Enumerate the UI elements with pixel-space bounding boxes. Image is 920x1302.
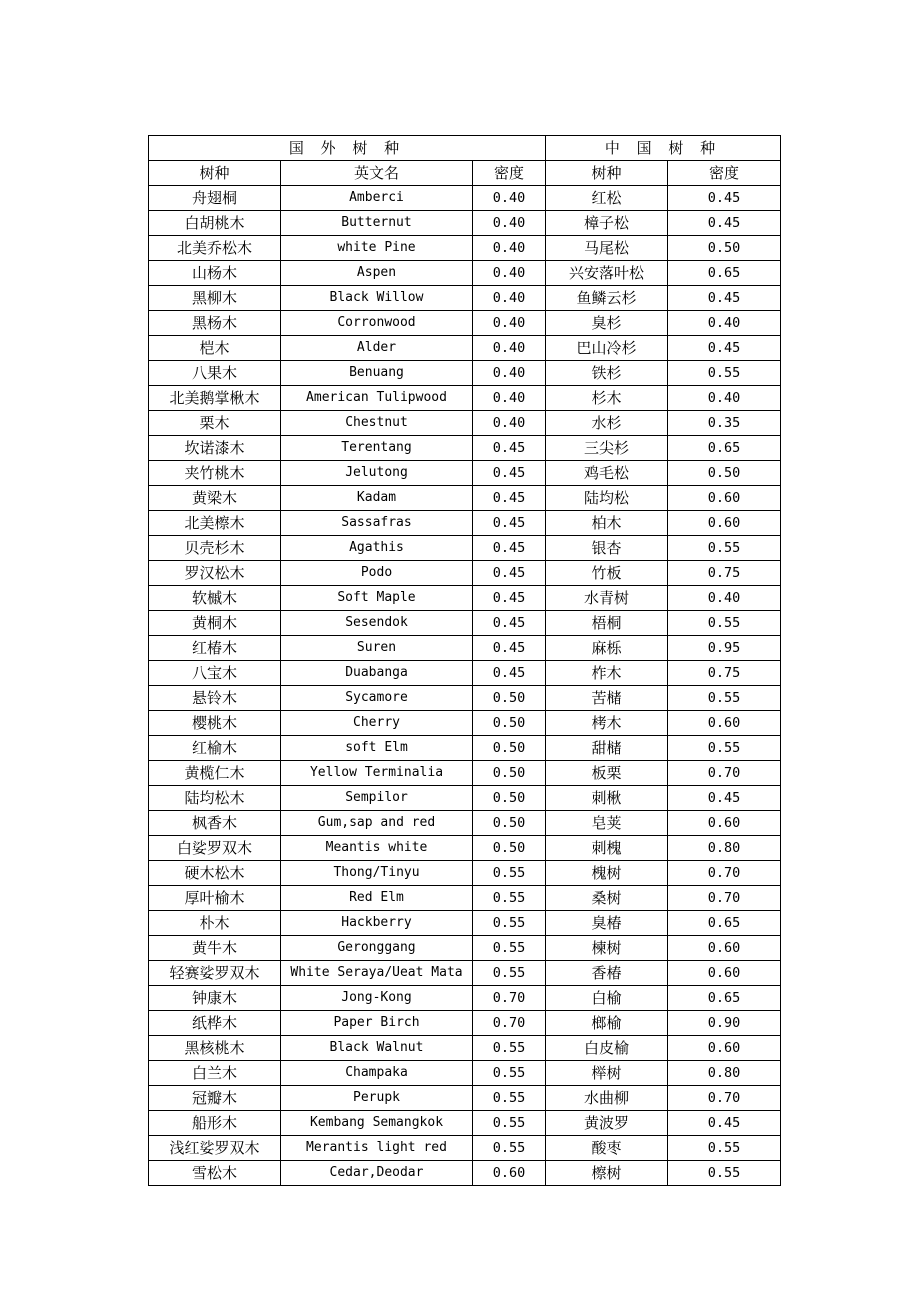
- english-name-cell: American Tulipwood: [281, 386, 473, 411]
- china-species-cell: 榔榆: [546, 1011, 668, 1036]
- china-species-cell: 刺槐: [546, 836, 668, 861]
- china-density-cell: 0.40: [668, 311, 781, 336]
- foreign-species-cell: 浅红娑罗双木: [149, 1136, 281, 1161]
- foreign-density-cell: 0.55: [473, 886, 546, 911]
- china-density-cell: 0.45: [668, 211, 781, 236]
- table-row: [149, 361, 781, 386]
- china-species-cell: 刺楸: [546, 786, 668, 811]
- china-species-group-header: 中 国 树 种: [546, 136, 781, 161]
- table-row: [149, 336, 781, 361]
- english-name-cell: soft Elm: [281, 736, 473, 761]
- col-header-foreign-density: 密度: [473, 161, 546, 186]
- china-density-cell: 0.55: [668, 361, 781, 386]
- china-density-cell: 0.40: [668, 586, 781, 611]
- china-species-cell: 楝树: [546, 936, 668, 961]
- china-density-cell: 0.50: [668, 236, 781, 261]
- table-row: [149, 536, 781, 561]
- china-species-cell: 檫树: [546, 1161, 668, 1186]
- foreign-density-cell: 0.60: [473, 1161, 546, 1186]
- foreign-species-cell: 黑柳木: [149, 286, 281, 311]
- foreign-density-cell: 0.45: [473, 436, 546, 461]
- china-density-cell: 0.55: [668, 1136, 781, 1161]
- foreign-density-cell: 0.50: [473, 786, 546, 811]
- foreign-density-cell: 0.55: [473, 936, 546, 961]
- english-name-cell: Sesendok: [281, 611, 473, 636]
- foreign-density-cell: 0.45: [473, 636, 546, 661]
- china-species-cell: 榉树: [546, 1061, 668, 1086]
- table-row: [149, 936, 781, 961]
- foreign-density-cell: 0.50: [473, 761, 546, 786]
- china-density-cell: 0.70: [668, 861, 781, 886]
- china-density-cell: 0.65: [668, 261, 781, 286]
- china-density-cell: 0.45: [668, 336, 781, 361]
- china-species-cell: 甜槠: [546, 736, 668, 761]
- english-name-cell: Sassafras: [281, 511, 473, 536]
- foreign-density-cell: 0.55: [473, 1061, 546, 1086]
- table-row: [149, 836, 781, 861]
- english-name-cell: White Seraya/Ueat Mata: [281, 961, 473, 986]
- china-density-cell: 0.60: [668, 711, 781, 736]
- english-name-cell: Amberci: [281, 186, 473, 211]
- china-species-cell: 酸枣: [546, 1136, 668, 1161]
- foreign-density-cell: 0.45: [473, 461, 546, 486]
- china-density-cell: 0.35: [668, 411, 781, 436]
- english-name-cell: Chestnut: [281, 411, 473, 436]
- china-density-cell: 0.75: [668, 561, 781, 586]
- english-name-cell: Terentang: [281, 436, 473, 461]
- china-density-cell: 0.45: [668, 286, 781, 311]
- foreign-density-cell: 0.55: [473, 1086, 546, 1111]
- foreign-species-cell: 黄牛木: [149, 936, 281, 961]
- china-species-cell: 柏木: [546, 511, 668, 536]
- foreign-density-cell: 0.40: [473, 236, 546, 261]
- foreign-species-cell: 樱桃木: [149, 711, 281, 736]
- foreign-density-cell: 0.55: [473, 961, 546, 986]
- china-density-cell: 0.70: [668, 886, 781, 911]
- english-name-cell: Jong-Kong: [281, 986, 473, 1011]
- china-species-cell: 柞木: [546, 661, 668, 686]
- foreign-species-cell: 北美鹅掌楸木: [149, 386, 281, 411]
- table-row: [149, 1061, 781, 1086]
- foreign-species-cell: 纸桦木: [149, 1011, 281, 1036]
- china-species-cell: 臭椿: [546, 911, 668, 936]
- foreign-density-cell: 0.50: [473, 811, 546, 836]
- china-species-cell: 铁杉: [546, 361, 668, 386]
- english-name-cell: Meantis white: [281, 836, 473, 861]
- table-row: [149, 986, 781, 1011]
- english-name-cell: Thong/Tinyu: [281, 861, 473, 886]
- table-row: [149, 1086, 781, 1111]
- foreign-density-cell: 0.45: [473, 611, 546, 636]
- table-row: [149, 736, 781, 761]
- col-header-china-species: 树种: [546, 161, 668, 186]
- foreign-species-cell: 八果木: [149, 361, 281, 386]
- china-species-cell: 皂荚: [546, 811, 668, 836]
- china-species-cell: 水青树: [546, 586, 668, 611]
- english-name-cell: Sycamore: [281, 686, 473, 711]
- foreign-density-cell: 0.40: [473, 411, 546, 436]
- table-row: [149, 561, 781, 586]
- table-row: [149, 461, 781, 486]
- foreign-density-cell: 0.45: [473, 486, 546, 511]
- foreign-species-cell: 黑核桃木: [149, 1036, 281, 1061]
- china-species-cell: 樟子松: [546, 211, 668, 236]
- china-species-cell: 白皮榆: [546, 1036, 668, 1061]
- table-row: [149, 411, 781, 436]
- china-species-cell: 板栗: [546, 761, 668, 786]
- china-density-cell: 0.55: [668, 536, 781, 561]
- china-density-cell: 0.60: [668, 961, 781, 986]
- table-row: [149, 761, 781, 786]
- foreign-density-cell: 0.55: [473, 1036, 546, 1061]
- china-species-cell: 鸡毛松: [546, 461, 668, 486]
- english-name-cell: Yellow Terminalia: [281, 761, 473, 786]
- foreign-species-cell: 黄桐木: [149, 611, 281, 636]
- english-name-cell: Perupk: [281, 1086, 473, 1111]
- china-density-cell: 0.80: [668, 1061, 781, 1086]
- china-density-cell: 0.80: [668, 836, 781, 861]
- foreign-density-cell: 0.55: [473, 1136, 546, 1161]
- col-header-english-name: 英文名: [281, 161, 473, 186]
- foreign-species-cell: 枫香木: [149, 811, 281, 836]
- table-row: [149, 611, 781, 636]
- china-density-cell: 0.90: [668, 1011, 781, 1036]
- china-density-cell: 0.65: [668, 436, 781, 461]
- china-species-cell: 鱼鳞云杉: [546, 286, 668, 311]
- foreign-density-cell: 0.50: [473, 686, 546, 711]
- table-row: [149, 786, 781, 811]
- china-species-cell: 杉木: [546, 386, 668, 411]
- english-name-cell: Black Walnut: [281, 1036, 473, 1061]
- china-species-cell: 白榆: [546, 986, 668, 1011]
- foreign-species-cell: 黄榄仁木: [149, 761, 281, 786]
- table-row: [149, 1011, 781, 1036]
- foreign-density-cell: 0.50: [473, 736, 546, 761]
- table-row: [149, 911, 781, 936]
- china-density-cell: 0.55: [668, 1161, 781, 1186]
- table-row: [149, 636, 781, 661]
- col-header-china-density: 密度: [668, 161, 781, 186]
- china-density-cell: 0.60: [668, 811, 781, 836]
- china-density-cell: 0.60: [668, 936, 781, 961]
- foreign-species-cell: 黄梁木: [149, 486, 281, 511]
- table-row: [149, 661, 781, 686]
- china-species-cell: 栲木: [546, 711, 668, 736]
- china-density-cell: 0.45: [668, 1111, 781, 1136]
- china-species-cell: 水曲柳: [546, 1086, 668, 1111]
- china-species-cell: 巴山冷杉: [546, 336, 668, 361]
- english-name-cell: Red Elm: [281, 886, 473, 911]
- english-name-cell: Paper Birch: [281, 1011, 473, 1036]
- china-density-cell: 0.55: [668, 736, 781, 761]
- table-row: [149, 811, 781, 836]
- foreign-density-cell: 0.40: [473, 261, 546, 286]
- foreign-species-cell: 贝壳杉木: [149, 536, 281, 561]
- china-species-cell: 红松: [546, 186, 668, 211]
- table-row: [149, 961, 781, 986]
- china-species-cell: 苦槠: [546, 686, 668, 711]
- foreign-density-cell: 0.70: [473, 1011, 546, 1036]
- wood-density-table: [148, 135, 781, 1186]
- foreign-species-cell: 北美乔松木: [149, 236, 281, 261]
- china-species-cell: 兴安落叶松: [546, 261, 668, 286]
- english-name-cell: Merantis light red: [281, 1136, 473, 1161]
- foreign-species-cell: 黑杨木: [149, 311, 281, 336]
- foreign-density-cell: 0.45: [473, 661, 546, 686]
- china-density-cell: 0.45: [668, 786, 781, 811]
- table-row: [149, 1111, 781, 1136]
- foreign-species-cell: 舟翅桐: [149, 186, 281, 211]
- english-name-cell: Hackberry: [281, 911, 473, 936]
- china-density-cell: 0.75: [668, 661, 781, 686]
- english-name-cell: Kadam: [281, 486, 473, 511]
- foreign-density-cell: 0.45: [473, 511, 546, 536]
- foreign-density-cell: 0.40: [473, 286, 546, 311]
- china-density-cell: 0.50: [668, 461, 781, 486]
- china-density-cell: 0.95: [668, 636, 781, 661]
- foreign-density-cell: 0.40: [473, 386, 546, 411]
- china-density-cell: 0.65: [668, 911, 781, 936]
- table-row: [149, 686, 781, 711]
- china-density-cell: 0.45: [668, 186, 781, 211]
- china-species-cell: 梧桐: [546, 611, 668, 636]
- china-density-cell: 0.40: [668, 386, 781, 411]
- china-species-cell: 麻栎: [546, 636, 668, 661]
- english-name-cell: Black Willow: [281, 286, 473, 311]
- foreign-species-cell: 朴木: [149, 911, 281, 936]
- english-name-cell: Butternut: [281, 211, 473, 236]
- table-row: [149, 436, 781, 461]
- foreign-species-cell: 夹竹桃木: [149, 461, 281, 486]
- china-density-cell: 0.60: [668, 1036, 781, 1061]
- foreign-species-cell: 硬木松木: [149, 861, 281, 886]
- english-name-cell: Duabanga: [281, 661, 473, 686]
- china-density-cell: 0.60: [668, 511, 781, 536]
- english-name-cell: Jelutong: [281, 461, 473, 486]
- table-row: [149, 311, 781, 336]
- foreign-species-cell: 软槭木: [149, 586, 281, 611]
- foreign-density-cell: 0.40: [473, 361, 546, 386]
- english-name-cell: white Pine: [281, 236, 473, 261]
- foreign-density-cell: 0.50: [473, 711, 546, 736]
- foreign-species-cell: 悬铃木: [149, 686, 281, 711]
- china-species-cell: 桑树: [546, 886, 668, 911]
- english-name-cell: Benuang: [281, 361, 473, 386]
- english-name-cell: Suren: [281, 636, 473, 661]
- english-name-cell: Kembang Semangkok: [281, 1111, 473, 1136]
- foreign-species-cell: 厚叶榆木: [149, 886, 281, 911]
- foreign-species-cell: 桤木: [149, 336, 281, 361]
- table-row: [149, 236, 781, 261]
- foreign-species-cell: 白兰木: [149, 1061, 281, 1086]
- column-header-row: [149, 161, 781, 186]
- china-density-cell: 0.60: [668, 486, 781, 511]
- table-row: [149, 261, 781, 286]
- english-name-cell: Soft Maple: [281, 586, 473, 611]
- foreign-density-cell: 0.45: [473, 561, 546, 586]
- col-header-foreign-species: 树种: [149, 161, 281, 186]
- foreign-species-cell: 红榆木: [149, 736, 281, 761]
- table-row: [149, 386, 781, 411]
- group-header-row: [149, 136, 781, 161]
- china-species-cell: 马尾松: [546, 236, 668, 261]
- table-row: [149, 586, 781, 611]
- foreign-density-cell: 0.40: [473, 186, 546, 211]
- foreign-density-cell: 0.55: [473, 911, 546, 936]
- china-species-cell: 香椿: [546, 961, 668, 986]
- table-row: [149, 1136, 781, 1161]
- english-name-cell: Aspen: [281, 261, 473, 286]
- china-species-cell: 臭杉: [546, 311, 668, 336]
- china-species-cell: 陆均松: [546, 486, 668, 511]
- china-species-cell: 银杏: [546, 536, 668, 561]
- table-row: [149, 861, 781, 886]
- foreign-species-cell: 冠瓣木: [149, 1086, 281, 1111]
- foreign-density-cell: 0.40: [473, 336, 546, 361]
- china-species-cell: 三尖杉: [546, 436, 668, 461]
- foreign-density-cell: 0.50: [473, 836, 546, 861]
- china-density-cell: 0.70: [668, 1086, 781, 1111]
- table-row: [149, 886, 781, 911]
- english-name-cell: Cherry: [281, 711, 473, 736]
- foreign-species-cell: 八宝木: [149, 661, 281, 686]
- foreign-species-cell: 坎诺漆木: [149, 436, 281, 461]
- foreign-density-cell: 0.40: [473, 311, 546, 336]
- english-name-cell: Alder: [281, 336, 473, 361]
- china-density-cell: 0.55: [668, 686, 781, 711]
- foreign-species-cell: 船形木: [149, 1111, 281, 1136]
- english-name-cell: Cedar,Deodar: [281, 1161, 473, 1186]
- foreign-species-cell: 雪松木: [149, 1161, 281, 1186]
- foreign-species-cell: 北美檫木: [149, 511, 281, 536]
- english-name-cell: Geronggang: [281, 936, 473, 961]
- table-row: [149, 186, 781, 211]
- foreign-density-cell: 0.45: [473, 536, 546, 561]
- foreign-density-cell: 0.55: [473, 1111, 546, 1136]
- foreign-density-cell: 0.70: [473, 986, 546, 1011]
- table-row: [149, 1161, 781, 1186]
- china-density-cell: 0.55: [668, 611, 781, 636]
- foreign-species-cell: 罗汉松木: [149, 561, 281, 586]
- china-density-cell: 0.65: [668, 986, 781, 1011]
- china-species-cell: 黄波罗: [546, 1111, 668, 1136]
- table-row: [149, 286, 781, 311]
- table-row: [149, 486, 781, 511]
- foreign-species-cell: 陆均松木: [149, 786, 281, 811]
- english-name-cell: Corronwood: [281, 311, 473, 336]
- foreign-species-cell: 栗木: [149, 411, 281, 436]
- foreign-species-cell: 红椿木: [149, 636, 281, 661]
- table-row: [149, 211, 781, 236]
- table-row: [149, 511, 781, 536]
- foreign-species-cell: 轻赛娑罗双木: [149, 961, 281, 986]
- table-row: [149, 711, 781, 736]
- china-species-cell: 水杉: [546, 411, 668, 436]
- english-name-cell: Champaka: [281, 1061, 473, 1086]
- foreign-density-cell: 0.55: [473, 861, 546, 886]
- china-species-cell: 槐树: [546, 861, 668, 886]
- china-species-cell: 竹板: [546, 561, 668, 586]
- english-name-cell: Gum,sap and red: [281, 811, 473, 836]
- table-row: [149, 1036, 781, 1061]
- foreign-density-cell: 0.40: [473, 211, 546, 236]
- foreign-species-cell: 白胡桃木: [149, 211, 281, 236]
- foreign-density-cell: 0.45: [473, 586, 546, 611]
- foreign-species-group-header: 国 外 树 种: [149, 136, 546, 161]
- english-name-cell: Podo: [281, 561, 473, 586]
- foreign-species-cell: 山杨木: [149, 261, 281, 286]
- english-name-cell: Agathis: [281, 536, 473, 561]
- english-name-cell: Sempilor: [281, 786, 473, 811]
- table-body: [149, 186, 781, 1186]
- foreign-species-cell: 钟康木: [149, 986, 281, 1011]
- foreign-species-cell: 白娑罗双木: [149, 836, 281, 861]
- china-density-cell: 0.70: [668, 761, 781, 786]
